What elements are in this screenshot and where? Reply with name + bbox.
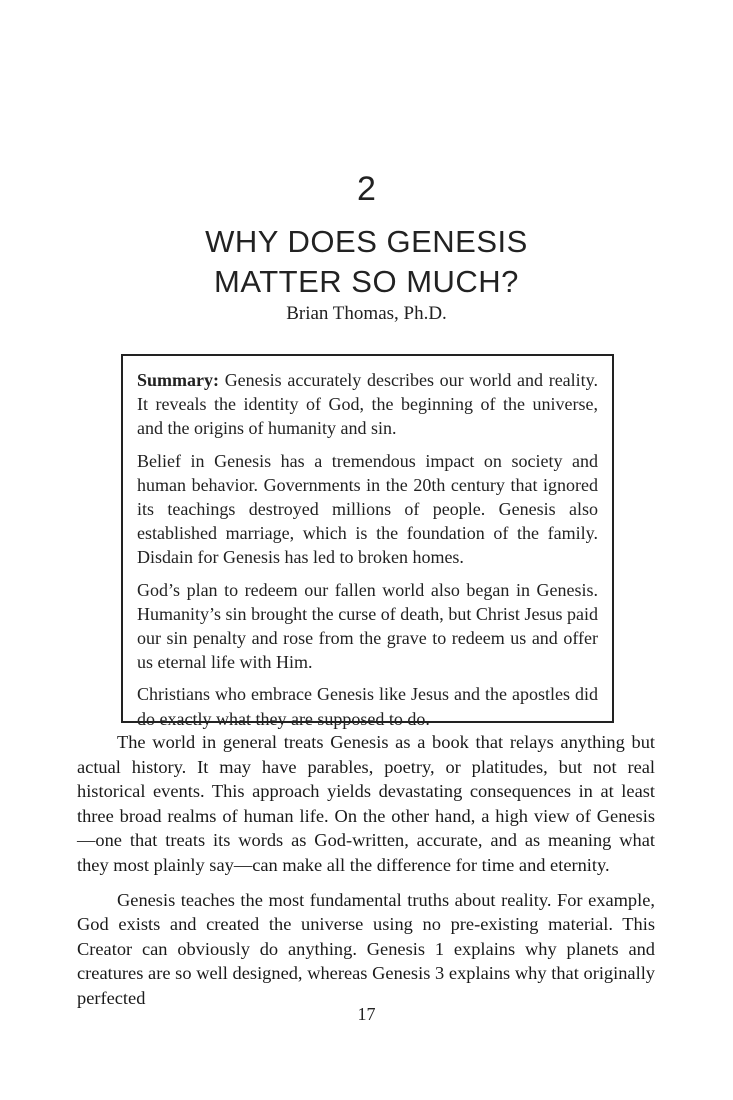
chapter-title — [0, 222, 733, 302]
summary-paragraph: God’s plan to redeem our fallen world also began in Genesis. Humanity’s sin brought the curse of death, but Christ Jesus paid our sin penalty and rose from the grave to redeem us and offer us eternal life with Him. — [137, 579, 598, 673]
summary-label: Summary: — [137, 370, 219, 390]
summary-box — [121, 354, 614, 729]
page-number: 17 — [357, 1004, 376, 1024]
chapter-title-line-2: MATTER SO MUCH? — [214, 264, 519, 299]
chapter-number: 2 — [357, 170, 376, 208]
summary-paragraph-text: Genesis accurately describes our world and reality. It reveals the identity of God, the beginning of the universe, and the origins of humanity and sin. — [137, 370, 598, 439]
body-paragraph: Genesis teaches the most fundamental truths about reality. For example, God exists and created the universe using no pre-existing material. This Creator can obviously do anything. Genesis 1 explains why planets and creatures are so well designed, whereas Genesis 3 explains why that originally perfected — [77, 889, 655, 1008]
summary-paragraph — [137, 368, 598, 441]
chapter-author: Brian Thomas, Ph.D. — [286, 303, 447, 324]
summary-paragraph: Belief in Genesis has a tremendous impact on society and human behavior. Governments in the 20th century that ignored its teachings destroyed millions of people. Genesis also established marriage, which is the foundation of the family. Disdain for Genesis has led to broken homes. — [137, 450, 598, 568]
chapter-title-line-1: WHY DOES GENESIS — [205, 224, 528, 259]
summary-paragraph: Christians who embrace Genesis like Jesus and the apostles did do exactly what they are supposed to do. — [137, 684, 598, 729]
body-text — [77, 730, 655, 1021]
body-paragraph: The world in general treats Genesis as a book that relays anything but actual history. It may have parables, poetry, or platitudes, but not real historical events. This approach yields devastating consequences in at least three broad realms of human life. On the other hand, a high view of Genesis—one that treats its words as God-written, accurate, and as meaning what they most plainly say—can make all the difference for time and eternity. — [77, 732, 655, 875]
